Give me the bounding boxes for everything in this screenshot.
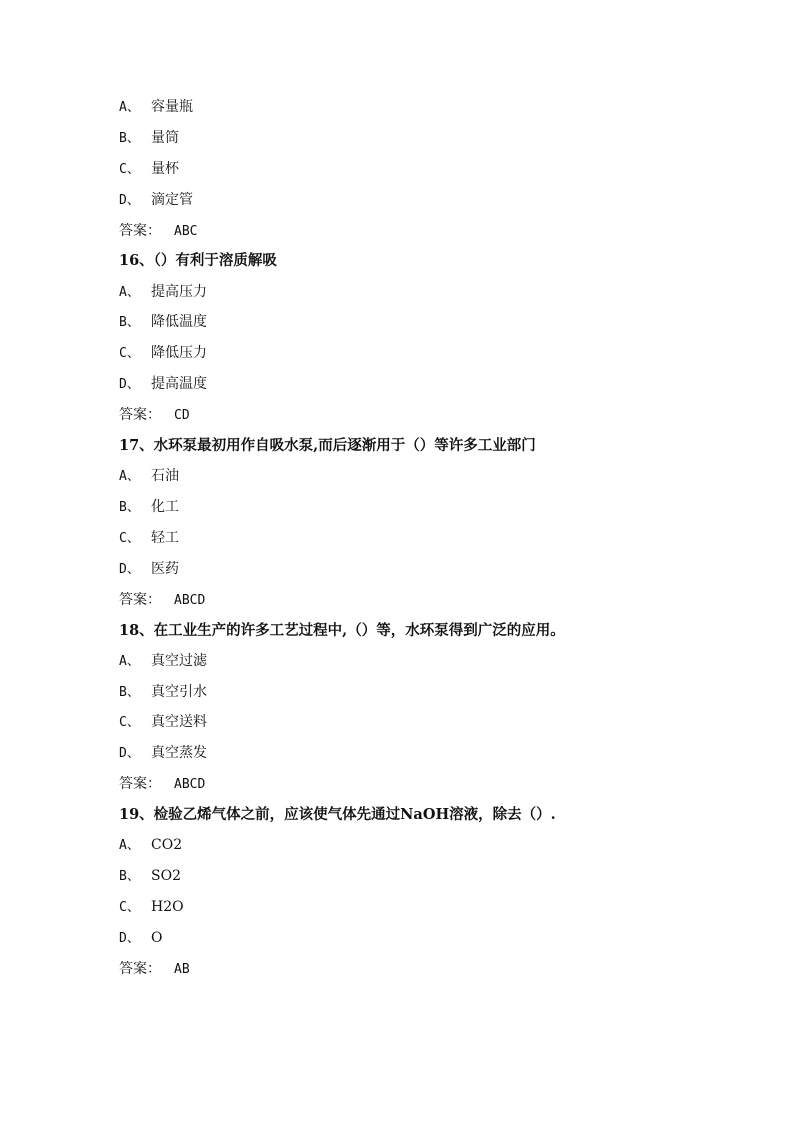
option-label: A、 xyxy=(119,469,140,485)
option-text: 轻工 xyxy=(151,529,179,546)
option-d xyxy=(119,556,759,587)
option-a xyxy=(119,463,759,494)
question-19 xyxy=(119,802,759,987)
option-label: C、 xyxy=(119,161,140,177)
answer-line xyxy=(119,771,759,802)
answer-label: 答案： xyxy=(119,776,161,793)
question-title: 16、（）有利于溶质解吸 xyxy=(119,252,277,270)
option-c xyxy=(119,709,759,740)
option-c xyxy=(119,894,759,925)
option-text: 化工 xyxy=(151,498,179,515)
question-15-continuation xyxy=(119,94,759,248)
option-text: 降低温度 xyxy=(151,314,207,331)
answer-label: 答案： xyxy=(119,591,161,608)
option-label: B、 xyxy=(119,684,140,700)
option-a xyxy=(119,832,759,863)
answer-line xyxy=(119,587,759,618)
option-a xyxy=(119,279,759,310)
option-text: 真空蒸发 xyxy=(151,745,207,762)
option-b xyxy=(119,309,759,340)
option-text: CO2 xyxy=(151,837,183,854)
option-label: A、 xyxy=(119,838,140,854)
option-text: H2O xyxy=(151,898,184,915)
option-b xyxy=(119,125,759,156)
option-text: 滴定管 xyxy=(151,191,193,208)
question-title: 19、检验乙烯气体之前，应该使气体先通过NaOH溶液，除去（）. xyxy=(119,806,556,824)
option-text: SO2 xyxy=(151,868,181,885)
option-label: C、 xyxy=(119,346,140,362)
option-c xyxy=(119,156,759,187)
option-text: 真空过滤 xyxy=(151,652,207,669)
option-text: 容量瓶 xyxy=(151,99,193,115)
option-d xyxy=(119,187,759,218)
option-label: C、 xyxy=(119,899,140,915)
document-page xyxy=(119,94,759,987)
answer-label: 答案： xyxy=(119,407,161,424)
option-label: A、 xyxy=(119,100,140,115)
option-label: B、 xyxy=(119,869,140,885)
option-text: 医药 xyxy=(151,560,179,577)
answer-line xyxy=(119,956,759,987)
option-text: 提高压力 xyxy=(151,283,207,300)
answer-line xyxy=(119,402,759,433)
question-16 xyxy=(119,248,759,433)
option-label: C、 xyxy=(119,715,140,731)
option-d xyxy=(119,740,759,771)
question-title: 18、在工业生产的许多工艺过程中,（）等，水环泵得到广泛的应用。 xyxy=(119,621,565,639)
option-a xyxy=(119,94,759,125)
question-title: 17、水环泵最初用作自吸水泵,而后逐渐用于（）等许多工业部门 xyxy=(119,437,536,454)
answer-value: ABC xyxy=(174,223,198,239)
option-label: B、 xyxy=(119,499,140,515)
question-17 xyxy=(119,433,759,618)
option-text: 石油 xyxy=(151,468,179,485)
option-text: 量筒 xyxy=(151,129,179,146)
option-label: A、 xyxy=(119,653,140,669)
option-c xyxy=(119,525,759,556)
option-b xyxy=(119,494,759,525)
question-18 xyxy=(119,618,759,803)
option-label: A、 xyxy=(119,284,140,300)
option-label: D、 xyxy=(119,746,140,762)
option-d xyxy=(119,371,759,402)
answer-value: ABCD xyxy=(174,592,206,608)
answer-value: CD xyxy=(174,408,190,424)
option-label: C、 xyxy=(119,530,140,546)
option-label: D、 xyxy=(119,561,140,577)
option-b xyxy=(119,679,759,710)
option-text: 真空送料 xyxy=(151,714,207,731)
answer-label: 答案： xyxy=(119,960,161,977)
option-label: B、 xyxy=(119,315,140,331)
option-label: D、 xyxy=(119,377,140,393)
option-label: D、 xyxy=(119,930,140,946)
answer-value: ABCD xyxy=(174,777,206,793)
option-d xyxy=(119,925,759,956)
option-a xyxy=(119,648,759,679)
option-c xyxy=(119,340,759,371)
option-text: 降低压力 xyxy=(151,345,207,362)
option-text: 真空引水 xyxy=(151,683,207,700)
option-label: B、 xyxy=(119,130,140,146)
answer-label: 答案： xyxy=(119,222,161,239)
option-text: O xyxy=(151,929,163,946)
option-text: 量杯 xyxy=(151,160,179,177)
option-b xyxy=(119,863,759,894)
option-text: 提高温度 xyxy=(151,376,207,393)
answer-line xyxy=(119,218,759,249)
option-label: D、 xyxy=(119,192,140,208)
answer-value: AB xyxy=(174,961,190,977)
